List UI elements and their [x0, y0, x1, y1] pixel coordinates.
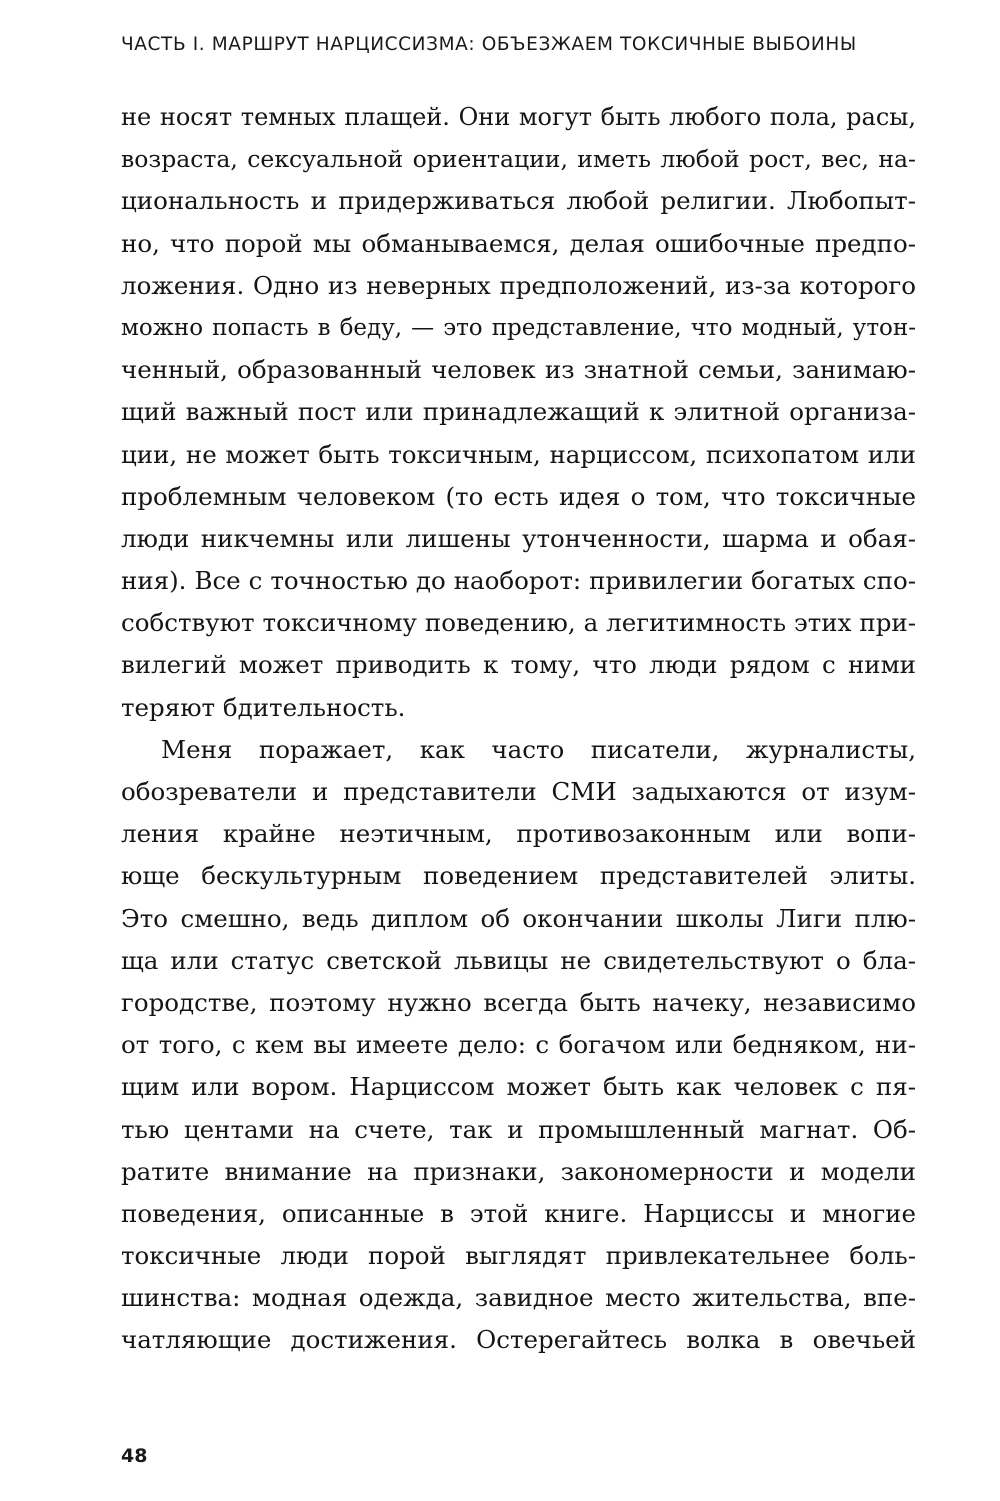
- text-line: ща или статус светской львицы не свидетельствуют о бла-: [121, 945, 916, 975]
- text-line: Меня поражает, как часто писатели, журналисты,: [161, 734, 916, 764]
- text-line: но, что порой мы обманываемся, делая ошибочные предпо-: [121, 228, 916, 258]
- body-text: [121, 96, 916, 1362]
- text-line: ложения. Одно из неверных предположений, из-за которого: [121, 270, 916, 300]
- text-line: ции, не может быть токсичным, нарциссом, психопатом или: [121, 439, 916, 469]
- page-number: 48: [121, 1445, 148, 1467]
- text-line: собствуют токсичному поведению, а легитимность этих при-: [121, 608, 916, 638]
- paragraph-1: [121, 96, 916, 729]
- text-line: тью центами на счете, так и промышленный магнат. Об-: [121, 1114, 916, 1144]
- text-line: поведения, описанные в этой книге. Нарциссы и многие: [121, 1198, 916, 1228]
- text-line: не носят темных плащей. Они могут быть любого пола, расы,: [121, 103, 916, 131]
- text-line: можно попасть в беду, — это представление, что модный, утон-: [121, 314, 916, 341]
- text-line: шинства: модная одежда, завидное место жительства, впе-: [121, 1283, 916, 1313]
- text-line: ратите внимание на признаки, закономерности и модели: [121, 1156, 916, 1186]
- text-line: токсичные люди порой выглядят привлекательнее боль-: [121, 1241, 916, 1271]
- text-line: ченный, образованный человек из знатной семьи, занимаю-: [121, 355, 916, 385]
- text-line: от того, с кем вы имеете дело: с богачом или бедняком, ни-: [121, 1030, 916, 1060]
- text-line: чатляющие достижения. Остерегайтесь волка в овечьей: [121, 1325, 916, 1355]
- text-line: городстве, поэтому нужно всегда быть начеку, независимо: [121, 987, 916, 1017]
- text-line: вилегий может приводить к тому, что люди рядом с ними: [121, 650, 916, 680]
- text-line: юще бескультурным поведением представителей элиты.: [121, 861, 916, 891]
- text-line: проблемным человеком (то есть идея о том, что токсичные: [121, 481, 916, 511]
- text-line: Это смешно, ведь диплом об окончании школы Лиги плю-: [121, 903, 916, 933]
- text-line: щим или вором. Нарциссом может быть как человек с пя-: [121, 1072, 916, 1102]
- text-line: люди никчемны или лишены утонченности, шарма и обая-: [121, 523, 916, 553]
- paragraph-2: [121, 729, 916, 1362]
- text-line: возраста, сексуальной ориентации, иметь любой рост, вес, на-: [121, 145, 916, 174]
- text-line: ления крайне неэтичным, противозаконным или вопи-: [121, 819, 916, 849]
- text-line: циональность и придерживаться любой религии. Любопыт-: [121, 186, 916, 216]
- running-head: ЧАСТЬ I. МАРШРУТ НАРЦИССИЗМА: ОБЪЕЗЖАЕМ ТОКСИЧНЫЕ ВЫБОИНЫ: [121, 34, 857, 55]
- text-line: щий важный пост или принадлежащий к элитной организа-: [121, 397, 916, 427]
- text-line: теряют бдительность.: [121, 692, 406, 722]
- text-line: ния). Все с точностью до наоборот: привилегии богатых спо-: [121, 566, 916, 596]
- text-line: обозреватели и представители СМИ задыхаются от изум-: [121, 777, 916, 806]
